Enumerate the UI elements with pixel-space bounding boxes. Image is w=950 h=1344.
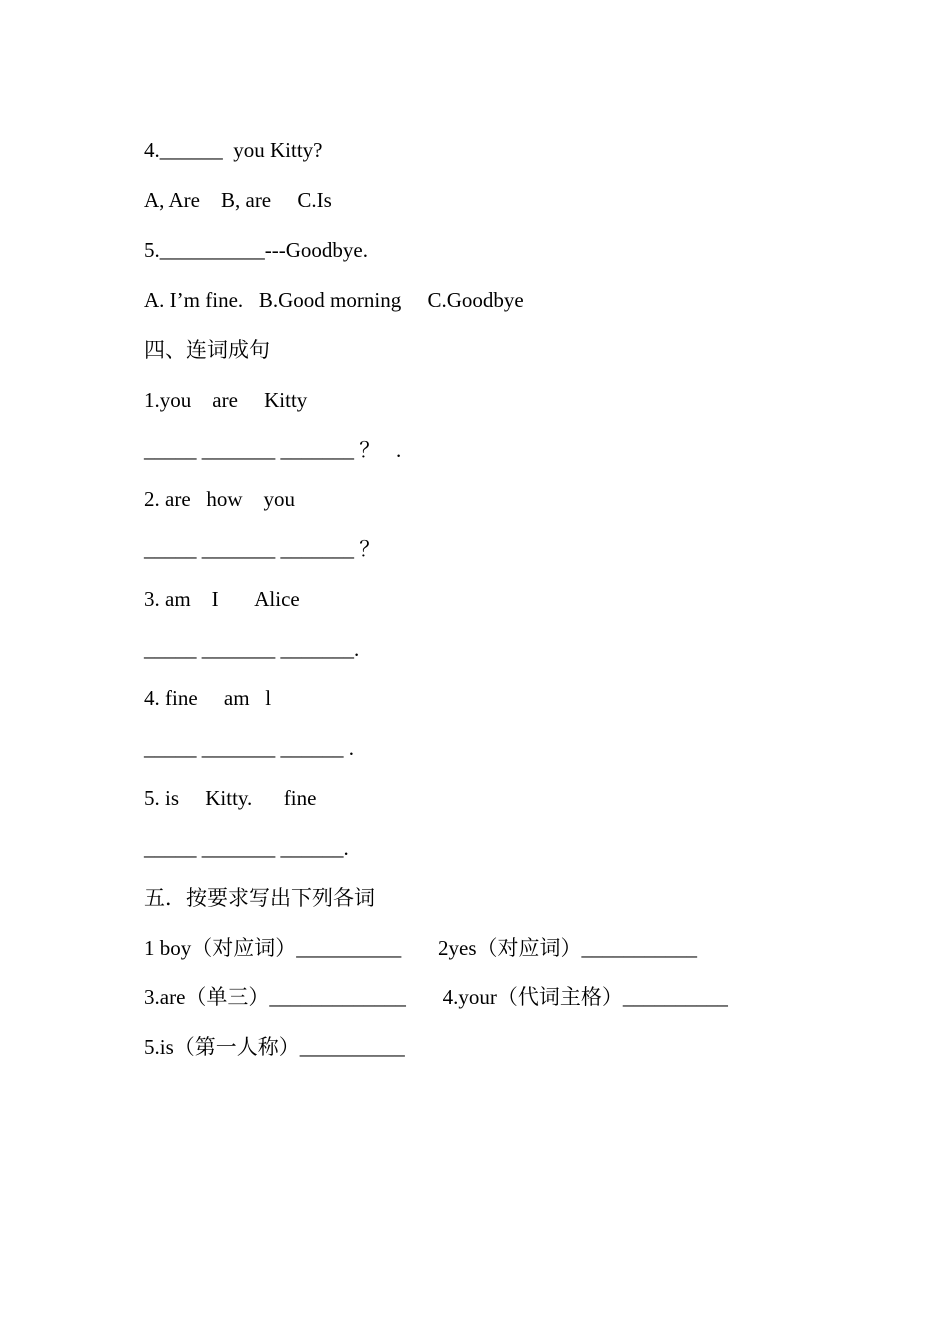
word-order-3-blanks: _____ _______ _______. xyxy=(144,637,360,661)
word-order-4-blanks: _____ _______ ______ . xyxy=(144,736,354,760)
section-4-heading: 四、连词成句 xyxy=(144,338,270,362)
word-form-row-3: 5.is（第一人称）__________ xyxy=(144,1035,405,1059)
word-form-row-1: 1 boy（对应词）__________ 2yes（对应词）___________ xyxy=(144,936,697,960)
word-order-2-blanks: _____ _______ _______ ？ xyxy=(144,537,381,561)
word-order-5-words: 5. is Kitty. fine xyxy=(144,786,317,810)
question-4-prompt: 4.______ you Kitty? xyxy=(144,138,323,162)
word-order-1-blanks: _____ _______ _______ ？ . xyxy=(144,438,402,462)
word-order-1-words: 1.you are Kitty xyxy=(144,388,308,412)
question-5-options: A. I’m fine. B.Good morning C.Goodbye xyxy=(144,288,524,312)
section-5-heading: 五．按要求写出下列各词 xyxy=(144,886,375,910)
word-order-2-words: 2. are how you xyxy=(144,487,296,511)
question-5-prompt: 5.__________---Goodbye. xyxy=(144,238,368,262)
word-order-3-words: 3. am I Alice xyxy=(144,587,300,611)
word-form-row-2: 3.are（单三）_____________ 4.your（代词主格）__________ xyxy=(144,985,728,1009)
word-order-4-words: 4. fine am l xyxy=(144,686,272,710)
word-order-5-blanks: _____ _______ ______. xyxy=(144,836,349,860)
question-4-options: A, Are B, are C.Is xyxy=(144,188,332,212)
